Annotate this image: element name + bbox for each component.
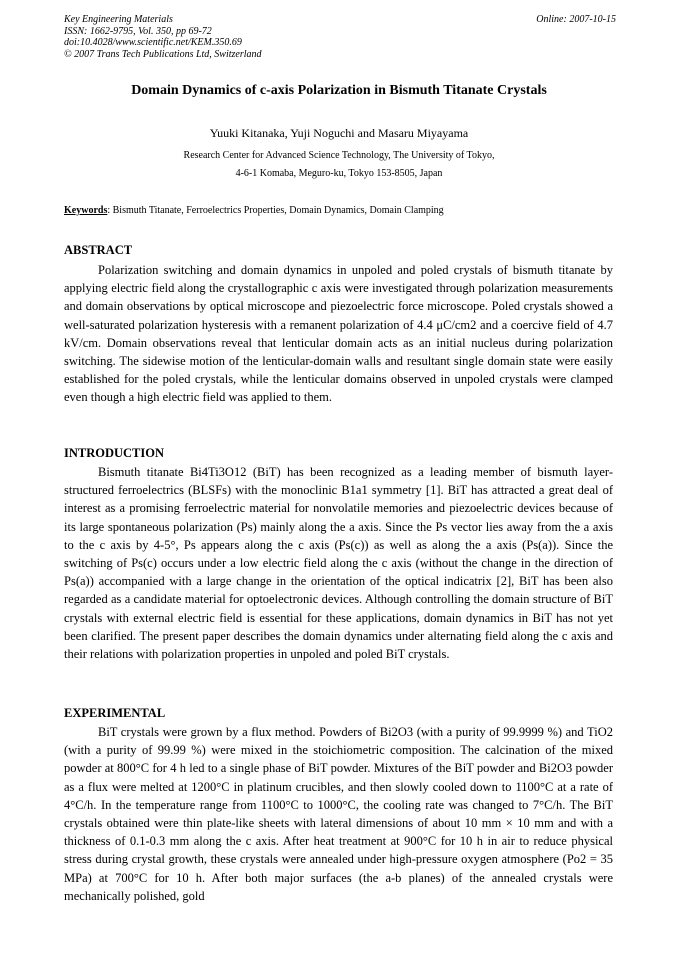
abstract-heading: ABSTRACT [64, 243, 133, 257]
paper-title: Domain Dynamics of c-axis Polarization in Bismuth Titanate Crystals [131, 83, 547, 98]
keywords [64, 205, 616, 216]
doi-line: doi:10.4028/www.scientific.net/KEM.350.69 [64, 37, 242, 48]
affiliation-line-1: Research Center for Advanced Science Technology, The University of Tokyo, [183, 150, 495, 161]
journal-name: Key Engineering Materials [64, 14, 173, 25]
introduction-body: Bismuth titanate Bi4Ti3O12 (BiT) has been recognized as a leading member of bismuth layer-structured ferroelectrics (BLSFs) with the monoclinic B1a1 symmetry [1]. BiT has attracted a great deal of interest as a promising ferroelectric material for nonvolatile memories and piezoelectric devices because of its large spontaneous polarization (Ps) mainly along the a axis. Since the Ps vector lies away from the a axis to the c axis by 4-5°, Ps appears along the c axis (Ps(c)) as well as along the a axis (Ps(a)). Since the switching of Ps(c) occurs under a low electric field along the c axis (without the change in the direction of Ps(a)) accompanied with a large change in the orientation of the optical indicatrix [2], BiT has been also regarded as a candidate material for optoelectronic devices. Although controlling the domain structure of BiT crystals with external electric field is essential for these applications, domain dynamics in BiT has not yet been clarified. The present paper describes the domain dynamics under alternating field along the c axis and their relations with polarization properties in unpoled and poled BiT crystals. [64, 465, 613, 662]
journal-header [64, 14, 616, 60]
experimental-body: BiT crystals were grown by a flux method. Powders of Bi2O3 (with a purity of 99.9999 %) and TiO2 (with a purity of 99.99 %) were mixed in the stoichiometric composition. The calcination of the mixed powder at 800°C for 4 h led to a single phase of BiT powder. Mixtures of the BiT powder and Bi2O3 powder as a flux were melted at 1200°C in platinum crucibles, and then slowly cooled down to 1100°C at a rate of 4°C/h. In the temperature range from 1100°C to 1000°C, the cooling rate was changed to 7°C/h. The BiT crystals obtained were thin plate-like sheets with lateral dimensions of about 10 mm × 10 mm and with a thickness of 0.1-0.3 mm along the c axis. After heat treatment at 900°C for 10 h in air to reduce physical stress during crystal growth, these crystals were annealed under high-pressure oxygen atmosphere (Po2 = 35 MPa) at 700°C for 10 h. After both major surfaces (the a-b planes) of the annealed crystals were mechanically polished, gold [64, 725, 613, 903]
keywords-text: : Bismuth Titanate, Ferroelectrics Properties, Domain Dynamics, Domain Clamping [107, 205, 444, 216]
author-list: Yuuki Kitanaka, Yuji Noguchi and Masaru Miyayama [209, 126, 469, 140]
issn-line: ISSN: 1662-9795, Vol. 350, pp 69-72 [64, 25, 212, 37]
copyright-line: © 2007 Trans Tech Publications Ltd, Switzerland [64, 48, 262, 60]
introduction-heading: INTRODUCTION [64, 446, 165, 460]
keywords-label: Keywords [64, 205, 108, 216]
online-date: Online: 2007-10-15 [536, 14, 616, 25]
abstract-body: Polarization switching and domain dynamics in unpoled and poled crystals of bismuth titanate by applying electric field along the crystallographic c axis were investigated through polarization measurements and domain observations by optical microscope and piezoelectric force microscope. Poled crystals showed a well-saturated polarization hysteresis with a remanent polarization of 4.4 μC/cm2 and a coercive field of 4.7 kV/cm. Domain observations reveal that lenticular domain acts as an initial nucleus during polarization switching. The sidewise motion of the lenticular-domain walls and resultant single domain state were easily established for the poled crystals, while the lenticular domains observed in unpoled crystals were clamped even though a high electric field was applied to them. [64, 263, 613, 405]
experimental-heading: EXPERIMENTAL [64, 706, 166, 720]
affiliation-line-2: 4-6-1 Komaba, Meguro-ku, Tokyo 153-8505, Japan [235, 168, 443, 179]
